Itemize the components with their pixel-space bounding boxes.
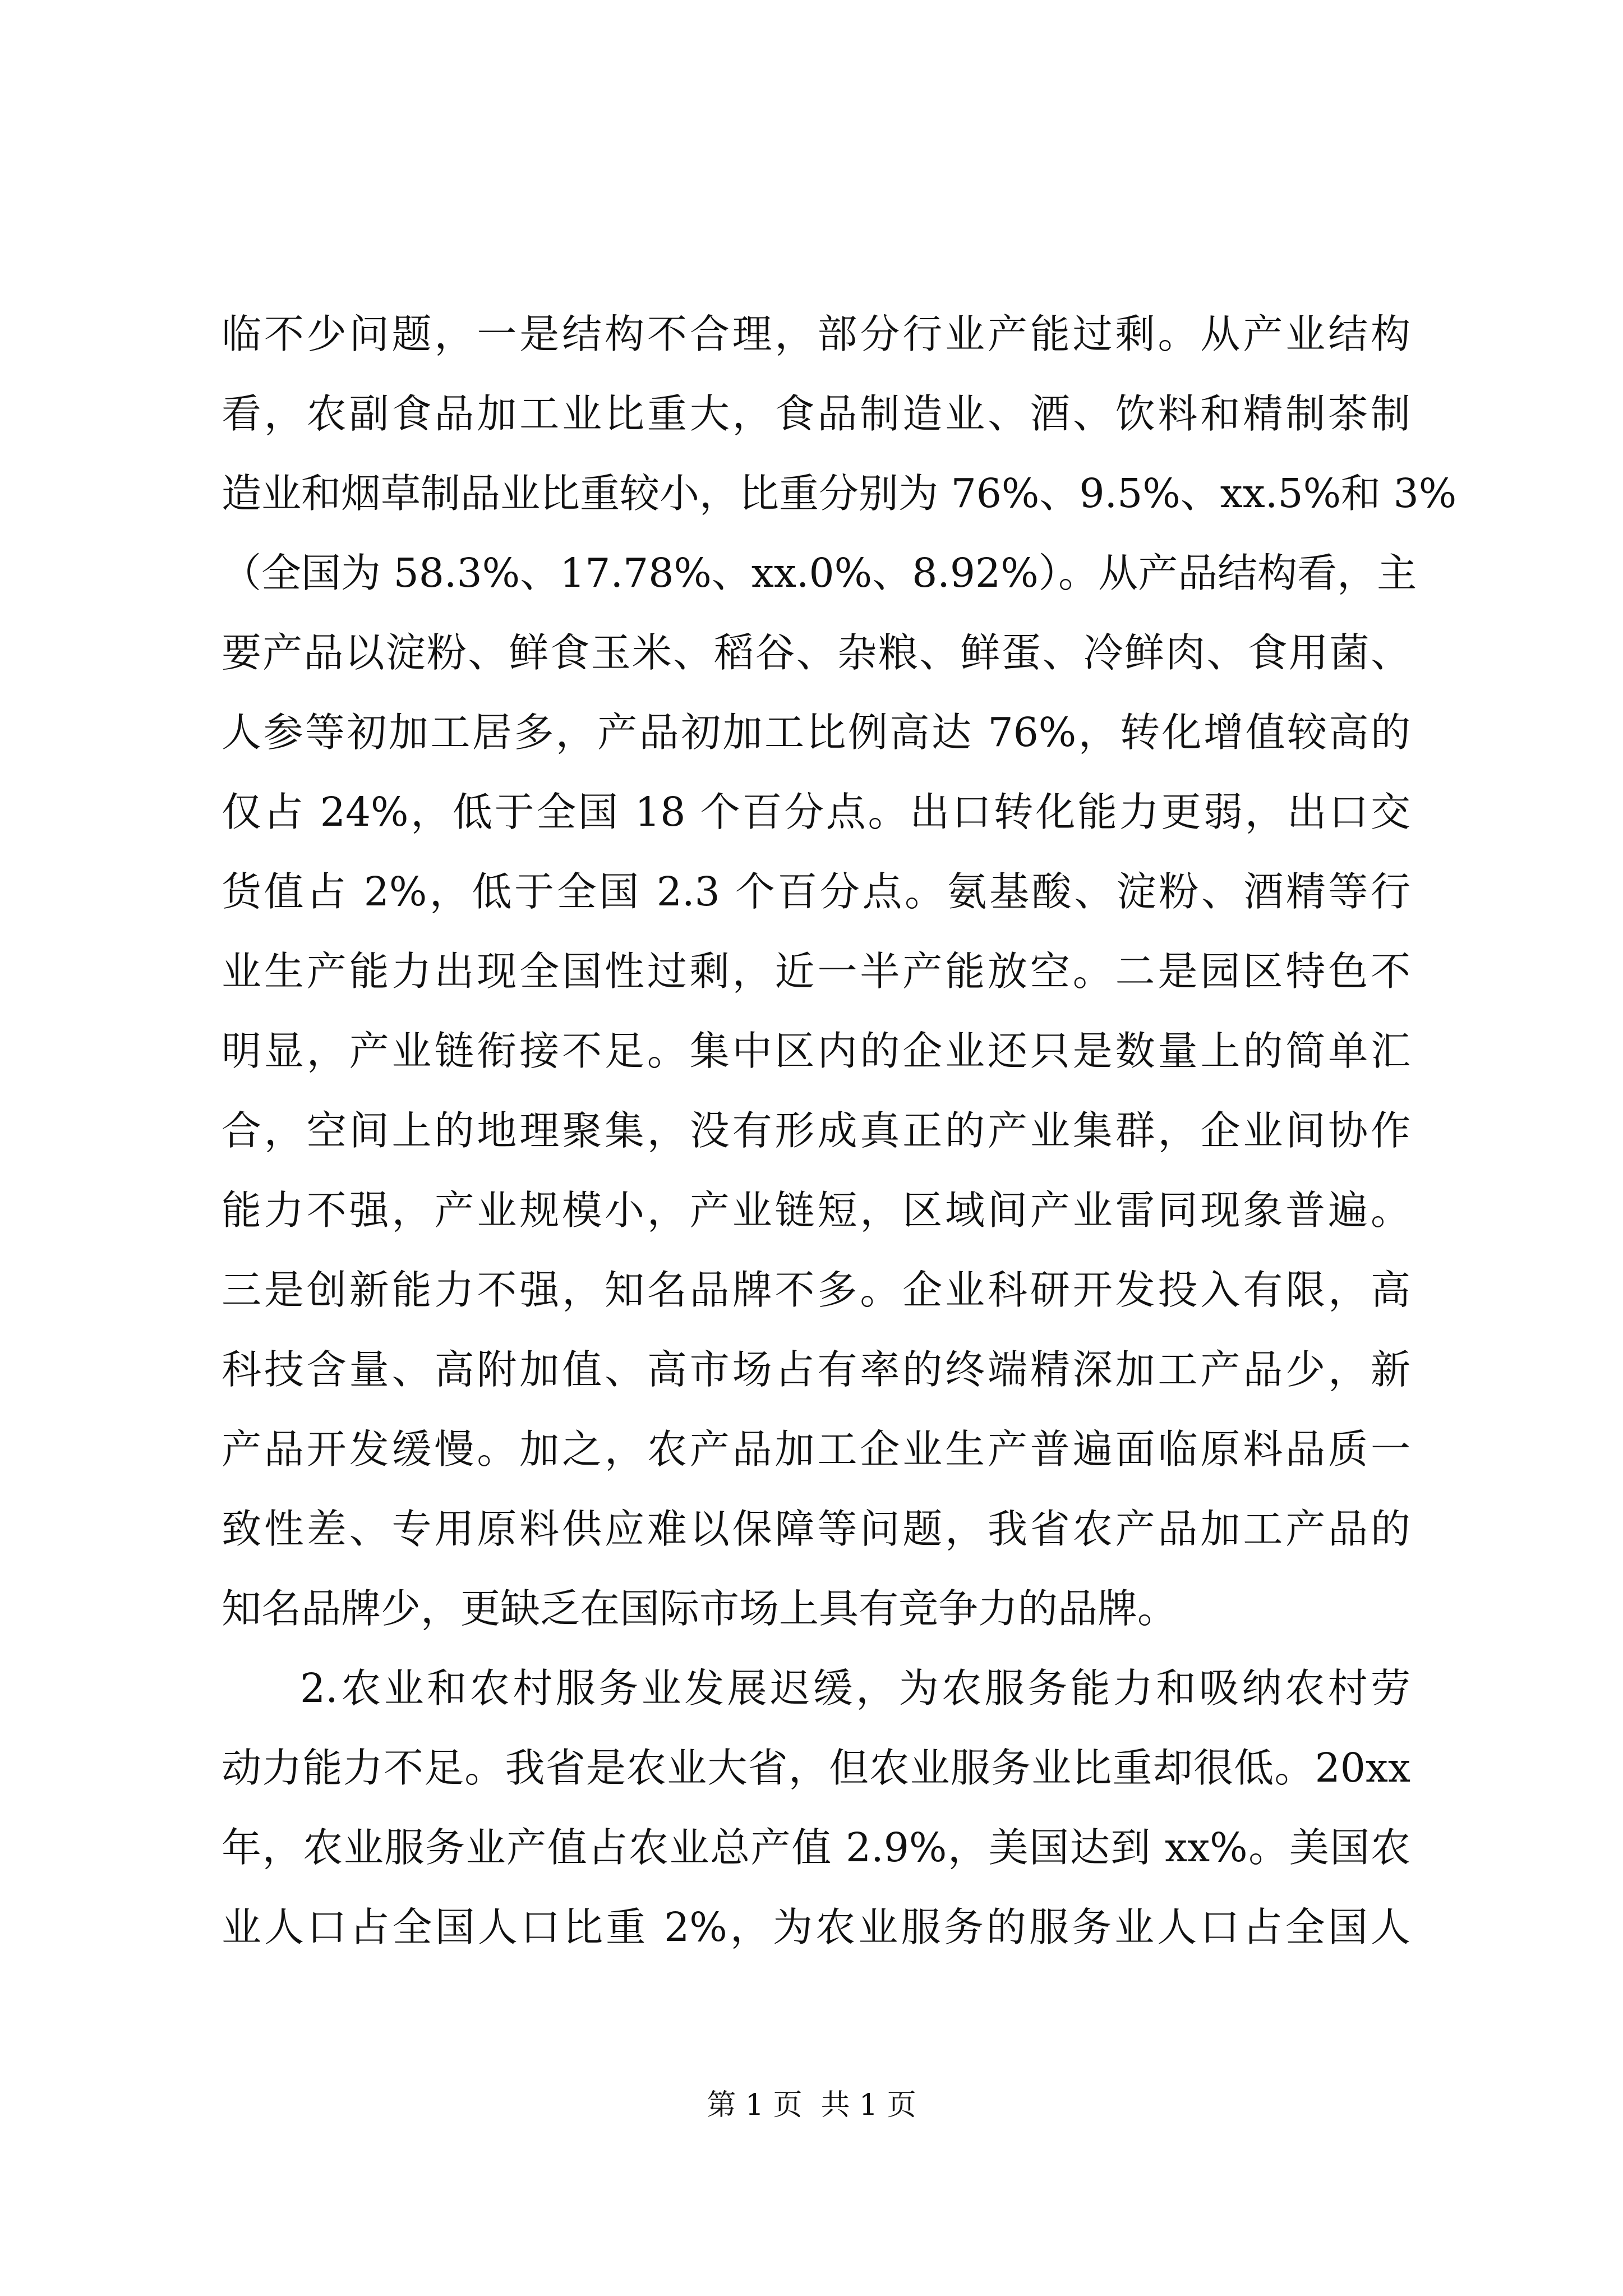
text-line: 致性差、专用原料供应难以保障等问题，我省农产品加工产品的: [222, 1506, 1410, 1552]
text-line: 明显，产业链衔接不足。集中区内的企业还只是数量上的简单汇: [222, 1028, 1410, 1074]
text-line: 人参等初加工居多，产品初加工比例高达 76%，转化增值较高的: [222, 709, 1410, 756]
text-line: 临不少问题，一是结构不合理，部分行业产能过剩。从产业结构: [222, 311, 1410, 357]
text-line: 合，空间上的地理聚集，没有形成真正的产业集群，企业间协作: [222, 1107, 1410, 1154]
text-line: 三是创新能力不强，知名品牌不多。企业科研开发投入有限，高: [222, 1267, 1410, 1313]
text-line: 科技含量、高附加值、高市场占有率的终端精深加工产品少，新: [222, 1346, 1410, 1393]
text-line: 看，农副食品加工业比重大，食品制造业、酒、饮料和精制茶制: [222, 390, 1410, 437]
text-line: 要产品以淀粉、鲜食玉米、稻谷、杂粮、鲜蛋、冷鲜肉、食用菌、: [222, 629, 1410, 676]
text-line: 2.农业和农村服务业发展迟缓，为农服务能力和吸纳农村劳: [300, 1665, 1410, 1711]
text-line: 能力不强，产业规模小，产业链短，区域间产业雷同现象普遍。: [222, 1187, 1410, 1234]
text-line: 知名品牌少，更缺乏在国际市场上具有竞争力的品牌。: [222, 1585, 1178, 1632]
text-line: 产品开发缓慢。加之，农产品加工企业生产普遍面临原料品质一: [222, 1426, 1410, 1473]
text-line: 动力能力不足。我省是农业大省，但农业服务业比重却很低。20xx: [222, 1745, 1410, 1791]
body-text: [222, 295, 1457, 1967]
text-line: 造业和烟草制品业比重较小，比重分别为 76%、9.5%、xx.5%和 3%: [222, 470, 1457, 517]
text-line: 货值占 2%，低于全国 2.3 个百分点。氨基酸、淀粉、酒精等行: [222, 868, 1410, 915]
text-line: 业生产能力出现全国性过剩，近一半产能放空。二是园区特色不: [222, 948, 1410, 995]
page-footer: 第 1 页 共 1 页: [707, 2088, 916, 2122]
text-line: 业人口占全国人口比重 2%，为农业服务的服务业人口占全国人: [222, 1904, 1410, 1950]
text-line: （全国为 58.3%、17.78%、xx.0%、8.92%）。从产品结构看，主: [222, 550, 1417, 596]
text-line: 年，农业服务业产值占农业总产值 2.9%，美国达到 xx%。美国农: [222, 1824, 1410, 1871]
text-line: 仅占 24%，低于全国 18 个百分点。出口转化能力更弱，出口交: [222, 789, 1410, 835]
